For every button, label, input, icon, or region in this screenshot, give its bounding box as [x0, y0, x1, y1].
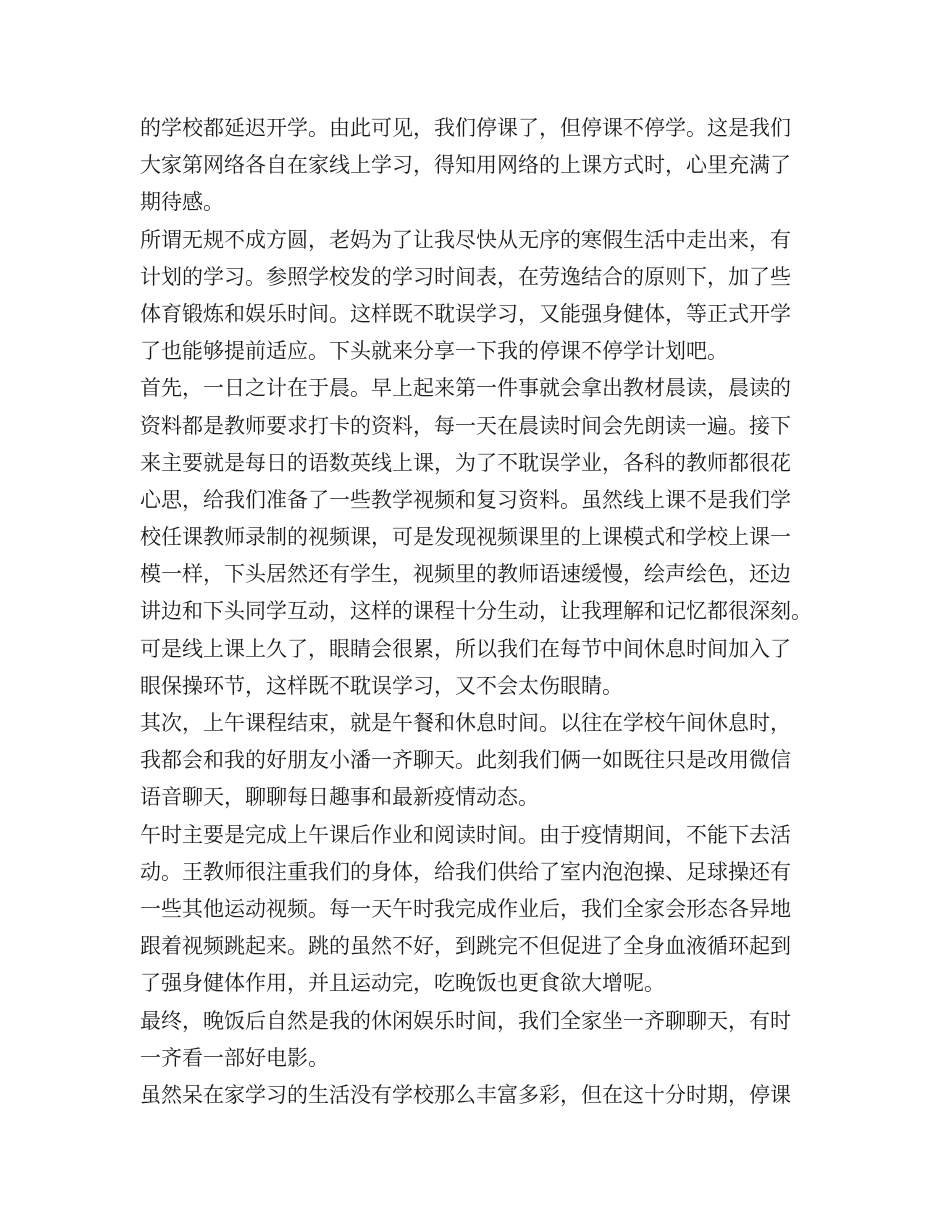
- text-line: 模一样，下头居然还有学生，视频里的教师语速缓慢，绘声绘色，还边: [140, 562, 791, 587]
- text-line: 动。王教师很注重我们的身体，给我们供给了室内泡泡操、足球操还有: [140, 859, 791, 884]
- text-line: 眼保操环节，这样既不耽误学习，又不会太伤眼睛。: [140, 673, 623, 698]
- text-line: 其次，上午课程结束，就是午餐和休息时间。以往在学校午间休息时，: [140, 711, 791, 735]
- text-line: 计划的学习。参照学校发的学习时间表，在劳逸结合的原则下，加了些: [140, 264, 791, 289]
- text-line: 体育锻炼和娱乐时间。这样既不耽误学习，又能强身健体，等正式开学: [140, 301, 791, 326]
- text-line: 可是线上课上久了，眼睛会很累，所以我们在每节中间休息时间加入了: [140, 636, 791, 661]
- text-line: 讲边和下头同学互动，这样的课程十分生动，让我理解和记忆都很深刻。: [140, 599, 812, 624]
- text-line: 校任课教师录制的视频课，可是发现视频课里的上课模式和学校上课一: [140, 525, 791, 550]
- text-line: 一齐看一部好电影。: [140, 1045, 329, 1070]
- text-line: 了强身健体作用，并且运动完，吃晚饭也更食欲大增呢。: [140, 971, 665, 996]
- text-line: 虽然呆在家学习的生活没有学校那么丰富多彩，但在这十分时期，停课: [140, 1082, 791, 1107]
- body-text: [140, 110, 830, 1114]
- text-line: 来主要就是每日的语数英线上课，为了不耽误学业，各科的教师都很花: [140, 450, 791, 475]
- text-line: 大家第网络各自在家线上学习，得知用网络的上课方式时，心里充满了: [140, 153, 791, 178]
- text-line: 语音聊天，聊聊每日趣事和最新疫情动态。: [140, 785, 539, 810]
- text-line: 的学校都延迟开学。由此可见，我们停课了，但停课不停学。这是我们: [140, 116, 791, 140]
- text-line: 我都会和我的好朋友小潘一齐聊天。此刻我们俩一如既往只是改用微信: [140, 748, 791, 773]
- text-line: 一些其他运动视频。每一天午时我完成作业后，我们全家会形态各异地: [140, 896, 791, 921]
- text-line: 资料都是教师要求打卡的资料，每一天在晨读时间会先朗读一遍。接下: [140, 413, 791, 438]
- text-line: 首先，一日之计在于晨。早上起来第一件事就会拿出教材晨读，晨读的: [140, 376, 791, 401]
- text-line: 午时主要是完成上午课后作业和阅读时间。由于疫情期间，不能下去活: [140, 822, 791, 847]
- text-line: 期待感。: [140, 190, 224, 215]
- text-line: 了也能够提前适应。下头就来分享一下我的停课不停学计划吧。: [140, 339, 728, 364]
- text-line: 跟着视频跳起来。跳的虽然不好，到跳完不但促进了全身血液循环起到: [140, 934, 791, 959]
- text-line: 所谓无规不成方圆，老妈为了让我尽快从无序的寒假生活中走出来，有: [140, 227, 791, 252]
- text-line: 最终，晚饭后自然是我的休闲娱乐时间，我们全家坐一齐聊聊天，有时: [140, 1008, 791, 1033]
- text-line: 心思，给我们准备了一些教学视频和复习资料。虽然线上课不是我们学: [140, 487, 791, 512]
